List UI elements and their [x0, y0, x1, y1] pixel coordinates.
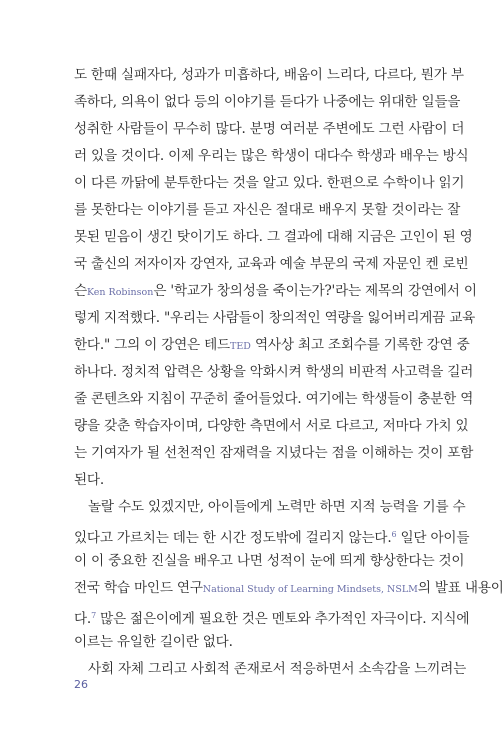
paragraph-first-line: 사회 자체 그리고 사회적 존재로서 적응하면서 소속감을 느끼려는 [88, 661, 466, 677]
text-line: 이 다른 까닭에 분투한다는 것을 알고 있다. 한편으로 수학이나 읽기 [74, 175, 465, 191]
text-line: 국 출신의 저자이자 강연자, 교육과 예술 부문의 국제 자문인 켄 로빈 [74, 256, 469, 272]
text-line-with-gloss [74, 283, 477, 300]
text-line: 량을 갖춘 학습자이며, 다양한 측면에서 서로 다르고, 저마다 가치 있 [74, 418, 469, 434]
text-segment: 많은 젊은이에게 필요한 것은 멘토와 추가적인 자극이다. 지식에 [95, 611, 470, 627]
text-line: 족하다, 의욕이 없다 등의 이야기를 듣다가 나중에는 위대한 일들을 [74, 94, 461, 110]
text-line: 못된 믿음이 생긴 탓이기도 하다. 그 결과에 대해 지금은 고인이 된 영 [74, 229, 473, 245]
text-segment: 슨 [74, 283, 87, 299]
page-number: 26 [74, 678, 88, 691]
text-line-with-gloss [74, 580, 504, 597]
name-gloss: TED [229, 341, 251, 352]
footnote-marker[interactable]: 7 [91, 611, 96, 620]
name-gloss: Ken Robinson [86, 287, 154, 298]
text-line: 는 기여자가 될 선천적인 잠재력을 지녔다는 점을 이해하는 것이 포함 [74, 445, 474, 461]
footnote-marker[interactable]: 6 [391, 530, 397, 539]
text-line: 성취한 사람들이 무수히 많다. 분명 여러분 주변에도 그런 사람이 더 [74, 121, 465, 137]
text-segment: 한다." 그의 이 강연은 테드 [74, 337, 230, 353]
text-line: 줄 콘텐츠와 지침이 꾸준히 줄어들었다. 여기에는 학생들이 충분한 역 [74, 391, 474, 407]
text-line: 를 못한다는 이야기를 듣고 자신은 절대로 배우지 못할 것이라는 잘 [74, 202, 461, 218]
text-line-with-footnote [74, 526, 470, 546]
text-segment: 다. [74, 611, 92, 627]
text-line-with-footnote [74, 607, 470, 627]
text-line: 된다. [74, 472, 104, 488]
name-gloss: National Study of Learning Mindsets, NSLM [202, 584, 418, 595]
text-line-with-gloss [74, 337, 470, 354]
text-segment: 전국 학습 마인드 연구 [74, 580, 203, 596]
text-segment: 일단 아이들 [396, 530, 470, 546]
paragraph-first-line: 놀랄 수도 있겠지만, 아이들에게 노력만 하면 지적 능력을 기를 수 [88, 499, 466, 515]
text-segment: 은 '학교가 창의성을 죽이는가?'라는 제목의 강연에서 이 [153, 283, 477, 299]
text-segment: 있다고 가르치는 데는 한 시간 정도밖에 걸리지 않는다. [74, 530, 392, 546]
text-line: 하나다. 정치적 압력은 상황을 악화시켜 학생의 비판적 사고력을 길러 [74, 364, 474, 380]
text-line: 렇게 지적했다. "우리는 사람들이 창의적인 역량을 잃어버리게끔 교육 [74, 310, 476, 326]
text-segment: 역사상 최고 조회수를 기록한 강연 중 [250, 337, 470, 353]
text-line: 이 이 중요한 진실을 배우고 나면 성적이 눈에 띄게 향상한다는 것이 [74, 553, 465, 569]
text-line: 도 한때 실패자다, 성과가 미흡하다, 배움이 느리다, 다르다, 뭔가 부 [74, 67, 464, 83]
text-line: 러 있을 것이다. 이제 우리는 많은 학생이 대다수 학생과 배우는 방식 [74, 148, 469, 164]
text-segment: 의 발표 내용이 [417, 580, 504, 596]
text-line: 이르는 유일한 길이란 없다. [74, 634, 233, 650]
